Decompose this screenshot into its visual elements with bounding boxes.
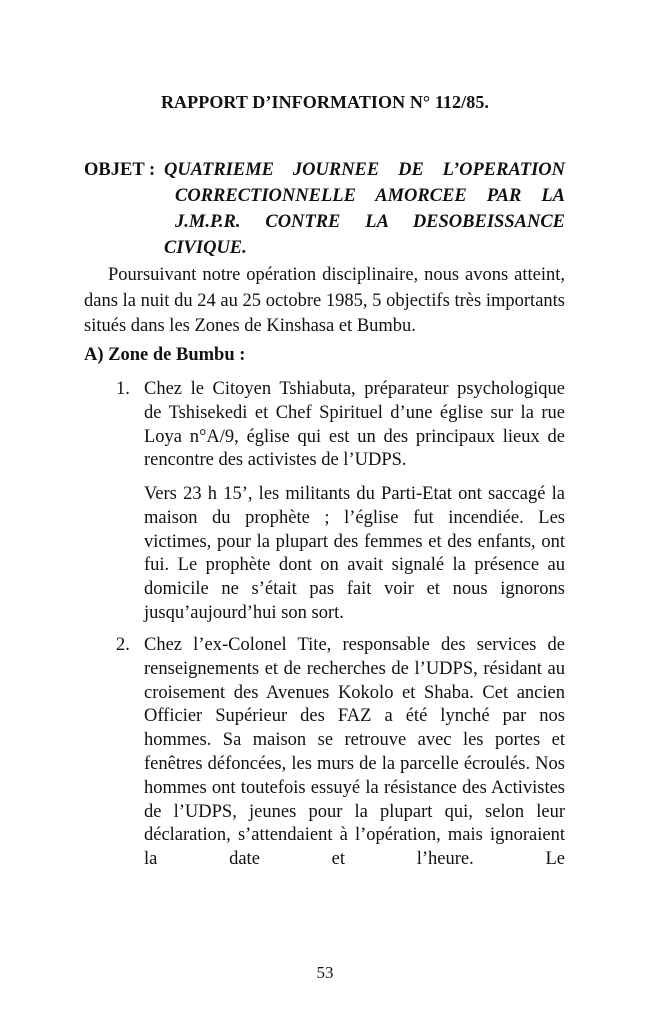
list-item-text: Chez l’ex-Colonel Tite, responsable des services de renseignements et de recherches de l’UDPS, résidant au croisement des Avenues Kokolo et Shaba. Cet ancien Officier Supérieur des FAZ a été lynché par nos hommes. Sa maison se retrouve avec les portes et fenêtres défoncées, les murs de la parcelle écroulés. Nos hommes ont toutefois essuyé la résistance des Activistes de l’UDPS, jeunes pour la plupart qui, selon leur déclaration, s’attendaient à l’opération, mais ignoraient la date et l’heure. Le xyxy=(144,635,565,870)
list-item-2 xyxy=(116,634,565,872)
list-item-1-paragraph-2: Vers 23 h 15’, les militants du Parti-Etat ont saccagé la maison du prophète ; l’église fut incendiée. Les victimes, pour la plupart des femmes et des enfants, ont fui. Le prophète dont on avait signalé la présence au domicile ne s’était pas fait voir et nous ignorons jusqu’aujourd’hui son sort. xyxy=(144,484,565,623)
page-number: 53 xyxy=(316,963,334,982)
section-heading-zone-bumbu: A) Zone de Bumbu : xyxy=(84,345,246,365)
object-text-last: CIVIQUE. xyxy=(164,238,247,258)
object-label: OBJET : xyxy=(84,160,156,180)
list-item-number: 2. xyxy=(116,635,130,655)
intro-paragraph: Poursuivant notre opération disciplinaire, nous avons atteint, dans la nuit du 24 au 25 octobre 1985, 5 objectifs très importants situés dans les Zones de Kinshasa et Bumbu. xyxy=(84,265,565,336)
list-item-1 xyxy=(116,378,565,473)
report-title: RAPPORT D’INFORMATION N° 112/85. xyxy=(160,92,490,112)
list-item-text: Chez le Citoyen Tshiabuta, préparateur psychologique de Tshisekedi et Chef Spirituel d’une église sur la rue Loya n°A/9, église qui est un des principaux lieux de rencontre des activistes de l’UDPS. xyxy=(144,379,565,471)
object-text xyxy=(164,157,565,261)
object-text-main: QUATRIEME JOURNEE DE L’OPERATION CORRECTIONNELLE AMORCEE PAR LA J.M.P.R. CONTRE LA DESOBEISSANCE xyxy=(164,160,565,232)
report-object xyxy=(84,157,565,261)
list-item-number: 1. xyxy=(116,379,130,399)
